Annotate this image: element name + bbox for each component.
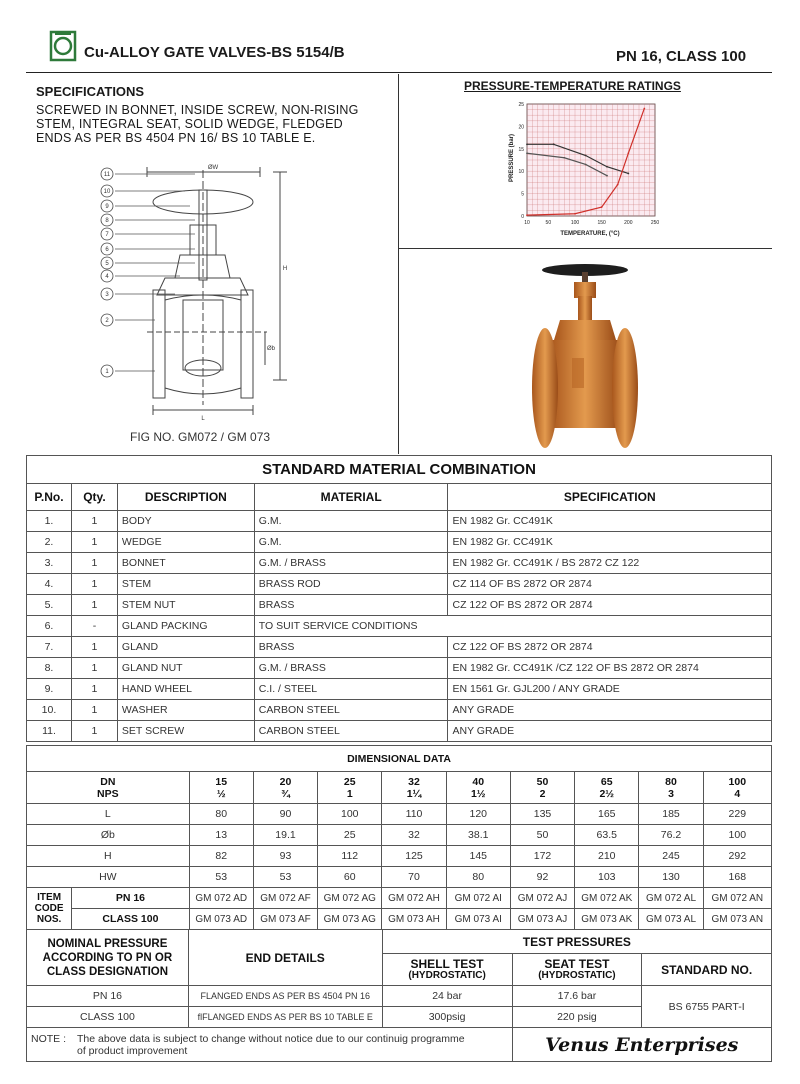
table-cell: 135 bbox=[510, 804, 574, 825]
divider bbox=[26, 72, 772, 73]
table-cell: 185 bbox=[639, 804, 703, 825]
shell-cell: 24 bar bbox=[382, 986, 512, 1007]
pt-chart-point bbox=[526, 214, 528, 216]
table-cell: BRASS bbox=[254, 595, 448, 616]
code-class-label: PN 16 bbox=[72, 888, 189, 909]
note-label: NOTE : bbox=[31, 1032, 67, 1045]
col-header: P.No. bbox=[27, 484, 72, 511]
company-signature: Venus Enterprises bbox=[512, 1028, 771, 1062]
pt-chart-point bbox=[627, 173, 629, 175]
pt-chart-point bbox=[585, 164, 587, 166]
item-code-cell: GM 072 AN bbox=[703, 888, 771, 909]
divider bbox=[398, 74, 399, 454]
table-cell: G.M. / BRASS bbox=[254, 658, 448, 679]
table-cell: 172 bbox=[510, 846, 574, 867]
pt-chart-x-tick: 250 bbox=[650, 220, 660, 226]
table-cell: 2. bbox=[27, 532, 72, 553]
nominal-header bbox=[27, 930, 189, 986]
dn-value: 15 bbox=[215, 775, 228, 788]
dim-label-hw: ØW bbox=[207, 165, 219, 171]
seat-test-sub: (HYDROSTATIC) bbox=[538, 969, 616, 981]
specs-text bbox=[36, 103, 359, 145]
dim-label-l: L bbox=[201, 416, 205, 422]
shell-cell: 300psig bbox=[382, 1007, 512, 1028]
specs-heading: SPECIFICATIONS bbox=[36, 84, 145, 99]
shell-test-sub: (HYDROSTATIC) bbox=[408, 969, 486, 981]
item-code-cell: GM 073 AI bbox=[446, 909, 510, 930]
table-cell: ANY GRADE bbox=[448, 700, 772, 721]
dn-value: 32 bbox=[408, 775, 420, 788]
nominal-cell: CLASS 100 bbox=[27, 1007, 189, 1028]
table-cell: CZ 122 OF BS 2872 OR 2874 bbox=[448, 595, 772, 616]
item-code-cell: GM 073 AG bbox=[318, 909, 382, 930]
item-code-cell: GM 072 AH bbox=[382, 888, 446, 909]
table-cell: 1 bbox=[71, 658, 117, 679]
specs-line: ENDS AS PER BS 4504 PN 16/ BS 10 TABLE E. bbox=[36, 131, 316, 145]
table-cell: 1 bbox=[71, 679, 117, 700]
table-cell: 60 bbox=[318, 867, 382, 888]
callout-label: 1 bbox=[105, 369, 109, 375]
table-cell: 100 bbox=[703, 825, 771, 846]
table-cell: 145 bbox=[446, 846, 510, 867]
size-cell bbox=[382, 772, 446, 804]
table-row bbox=[27, 804, 772, 825]
standard-cell: BS 6755 PART-I bbox=[642, 986, 772, 1028]
table-cell: SET SCREW bbox=[117, 721, 254, 742]
table-cell: 38.1 bbox=[446, 825, 510, 846]
callout-label: 8 bbox=[105, 218, 109, 224]
col-header: SPECIFICATION bbox=[448, 484, 772, 511]
figure-caption: FIG NO. GM072 / GM 073 bbox=[130, 430, 271, 444]
table-row bbox=[27, 574, 772, 595]
table-cell: 53 bbox=[189, 867, 253, 888]
row-label: H bbox=[27, 846, 190, 867]
size-cell bbox=[189, 772, 253, 804]
note-cell bbox=[27, 1028, 513, 1062]
item-code-label bbox=[27, 888, 72, 930]
table-row bbox=[27, 616, 772, 637]
item-code-cell: GM 072 AG bbox=[318, 888, 382, 909]
table-cell: GLAND NUT bbox=[117, 658, 254, 679]
specs-line: STEM, INTEGRAL SEAT, SOLID WEDGE, FLEDGED bbox=[36, 117, 343, 131]
pt-chart-point bbox=[606, 166, 608, 168]
table-cell: 1 bbox=[71, 574, 117, 595]
table-row bbox=[27, 658, 772, 679]
table-cell: 245 bbox=[639, 846, 703, 867]
pt-chart-point bbox=[617, 184, 619, 186]
table-cell: G.M. / BRASS bbox=[254, 553, 448, 574]
dn-label: DN bbox=[100, 775, 116, 788]
seat-test-title: SEAT TEST bbox=[544, 956, 610, 971]
pt-chart-x-tick: 10 bbox=[524, 220, 530, 226]
pt-chart-point bbox=[553, 143, 555, 145]
nominal-header-line: CLASS DESIGNATION bbox=[46, 965, 169, 978]
size-cell bbox=[703, 772, 771, 804]
dn-value: 80 bbox=[665, 775, 677, 788]
table-cell: 50 bbox=[510, 825, 574, 846]
table-cell: 229 bbox=[703, 804, 771, 825]
nps-value: 1¼ bbox=[406, 787, 422, 800]
table-cell: 112 bbox=[318, 846, 382, 867]
dn-value: 50 bbox=[536, 775, 549, 788]
table-row bbox=[27, 846, 772, 867]
table-cell: 1 bbox=[71, 532, 117, 553]
pt-chart-x-tick: 100 bbox=[570, 220, 580, 226]
pt-chart-point bbox=[606, 175, 608, 177]
size-cell bbox=[575, 772, 639, 804]
pt-chart-point bbox=[563, 157, 565, 159]
callout-label: 11 bbox=[103, 172, 111, 178]
valve-logo-icon bbox=[48, 30, 78, 62]
dn-value: 40 bbox=[472, 775, 485, 788]
nps-value: 2½ bbox=[599, 787, 615, 800]
table-cell: 165 bbox=[575, 804, 639, 825]
pt-chart-ylabel: PRESSURE (bar) bbox=[509, 133, 515, 183]
table-cell: CARBON STEEL bbox=[254, 700, 448, 721]
table-cell: 4. bbox=[27, 574, 72, 595]
item-code-cell: GM 073 AD bbox=[189, 909, 253, 930]
item-code-label-line: ITEM bbox=[37, 892, 62, 903]
table-row bbox=[27, 553, 772, 574]
table-cell: 110 bbox=[382, 804, 446, 825]
item-code-cell: GM 073 AJ bbox=[510, 909, 574, 930]
size-cell bbox=[446, 772, 510, 804]
table-cell: BRASS ROD bbox=[254, 574, 448, 595]
callout-label: 6 bbox=[105, 247, 109, 253]
table-row bbox=[27, 721, 772, 742]
table-cell: 1 bbox=[71, 511, 117, 532]
table-cell: ANY GRADE bbox=[448, 721, 772, 742]
company-logo bbox=[48, 30, 78, 62]
table-cell: G.M. bbox=[254, 511, 448, 532]
callout-label: 2 bbox=[105, 318, 109, 324]
table-cell: STEM bbox=[117, 574, 254, 595]
note-text: The above data is subject to change without notice due to our continuig programme bbox=[77, 1032, 465, 1045]
table-cell: 80 bbox=[189, 804, 253, 825]
table-cell: 32 bbox=[382, 825, 446, 846]
table-cell: 292 bbox=[703, 846, 771, 867]
table-row bbox=[27, 888, 772, 909]
col-header: DESCRIPTION bbox=[117, 484, 254, 511]
table-cell: 168 bbox=[703, 867, 771, 888]
nps-value: ¾ bbox=[281, 787, 290, 800]
pt-chart-x-tick: 150 bbox=[597, 220, 606, 226]
pt-chart-y-tick: 10 bbox=[518, 169, 524, 176]
dn-value: 65 bbox=[600, 775, 613, 788]
table-cell: EN 1561 Gr. GJL200 / ANY GRADE bbox=[448, 679, 772, 700]
end-detail-cell: FLANGED ENDS AS PER BS 4504 PN 16 bbox=[188, 986, 382, 1007]
table-cell: 1. bbox=[27, 511, 72, 532]
dn-nps-row bbox=[27, 772, 772, 804]
table-cell: 6. bbox=[27, 616, 72, 637]
dn-value: 20 bbox=[279, 775, 292, 788]
pt-chart bbox=[505, 98, 665, 238]
table-cell: WEDGE bbox=[117, 532, 254, 553]
pt-chart-point bbox=[627, 152, 629, 154]
dn-value: 25 bbox=[343, 775, 356, 788]
pt-chart-x-tick: 50 bbox=[545, 220, 552, 226]
table-cell: BODY bbox=[117, 511, 254, 532]
item-code-cell: GM 073 AN bbox=[703, 909, 771, 930]
item-code-cell: GM 072 AL bbox=[639, 888, 703, 909]
table-cell: GLAND bbox=[117, 637, 254, 658]
end-details-header: END DETAILS bbox=[188, 930, 382, 986]
item-code-cell: GM 073 AK bbox=[575, 909, 639, 930]
item-code-cell: GM 072 AD bbox=[189, 888, 253, 909]
pressure-class: PN 16, CLASS 100 bbox=[616, 48, 747, 65]
table-cell: C.I. / STEEL bbox=[254, 679, 448, 700]
nps-value: 3 bbox=[668, 787, 674, 800]
standard-header: STANDARD NO. bbox=[642, 954, 772, 986]
table-cell: CZ 114 OF BS 2872 OR 2874 bbox=[448, 574, 772, 595]
table-cell: TO SUIT SERVICE CONDITIONS bbox=[254, 616, 771, 637]
seat-cell: 17.6 bar bbox=[512, 986, 642, 1007]
table-cell: WASHER bbox=[117, 700, 254, 721]
row-label: Øb bbox=[27, 825, 190, 846]
specs-line: SCREWED IN BONNET, INSIDE SCREW, NON-RISING bbox=[36, 103, 359, 117]
table-row bbox=[27, 637, 772, 658]
dn-value: 100 bbox=[728, 775, 747, 788]
valve-photo bbox=[530, 258, 640, 453]
nominal-cell: PN 16 bbox=[27, 986, 189, 1007]
table-cell: STEM NUT bbox=[117, 595, 254, 616]
nominal-header-line: NOMINAL PRESSURE bbox=[47, 937, 168, 950]
table-cell: 5. bbox=[27, 595, 72, 616]
table-cell: EN 1982 Gr. CC491K bbox=[448, 532, 772, 553]
table-cell: 3. bbox=[27, 553, 72, 574]
table-cell: 90 bbox=[253, 804, 317, 825]
table-cell: 13 bbox=[189, 825, 253, 846]
table-cell: 210 bbox=[575, 846, 639, 867]
table-cell: 70 bbox=[382, 867, 446, 888]
table-row bbox=[27, 679, 772, 700]
table-cell: CARBON STEEL bbox=[254, 721, 448, 742]
callout-label: 4 bbox=[105, 274, 109, 280]
table-cell: 53 bbox=[253, 867, 317, 888]
table-cell: 7. bbox=[27, 637, 72, 658]
table-cell: 76.2 bbox=[639, 825, 703, 846]
table-cell: 63.5 bbox=[575, 825, 639, 846]
table-row bbox=[27, 909, 772, 930]
callout-label: 10 bbox=[103, 189, 111, 195]
table-cell: 10. bbox=[27, 700, 72, 721]
item-code-cell: GM 072 AI bbox=[446, 888, 510, 909]
dim-label-h: H bbox=[282, 266, 288, 272]
item-code-cell: GM 072 AF bbox=[253, 888, 317, 909]
dn-nps-label bbox=[27, 772, 190, 804]
nps-label: NPS bbox=[97, 787, 119, 800]
row-label: HW bbox=[27, 867, 190, 888]
pt-chart-y-tick: 5 bbox=[521, 191, 524, 198]
table-cell: EN 1982 Gr. CC491K / BS 2872 CZ 122 bbox=[448, 553, 772, 574]
pt-chart-heading: PRESSURE-TEMPERATURE RATINGS bbox=[464, 79, 681, 93]
nominal-header-line: ACCORDING TO PN OR bbox=[42, 951, 173, 964]
dimensional-table bbox=[26, 745, 772, 930]
table-row bbox=[27, 511, 772, 532]
table-cell: 1 bbox=[71, 637, 117, 658]
table-cell: 9. bbox=[27, 679, 72, 700]
table-cell: 25 bbox=[318, 825, 382, 846]
table-cell: 80 bbox=[446, 867, 510, 888]
pt-chart-x-tick: 200 bbox=[624, 220, 633, 226]
divider bbox=[398, 248, 772, 249]
nps-value: 2 bbox=[539, 787, 546, 800]
page-title: Cu-ALLOY GATE VALVES-BS 5154/B bbox=[84, 44, 345, 61]
pt-chart-point bbox=[526, 143, 528, 145]
material-heading: STANDARD MATERIAL COMBINATION bbox=[27, 456, 772, 484]
table-cell: 11. bbox=[27, 721, 72, 742]
table-cell: 100 bbox=[318, 804, 382, 825]
item-code-label-line: CODE bbox=[34, 903, 64, 914]
table-row bbox=[27, 867, 772, 888]
item-code-cell: GM 073 AL bbox=[639, 909, 703, 930]
nps-value: ½ bbox=[216, 787, 226, 800]
pt-chart-point bbox=[601, 206, 603, 208]
table-cell: 92 bbox=[510, 867, 574, 888]
nps-value: 4 bbox=[734, 787, 741, 800]
table-cell: G.M. bbox=[254, 532, 448, 553]
size-cell bbox=[253, 772, 317, 804]
pt-chart-point bbox=[585, 155, 587, 157]
table-cell: 93 bbox=[253, 846, 317, 867]
item-code-cell: GM 072 AJ bbox=[510, 888, 574, 909]
table-row bbox=[27, 532, 772, 553]
seat-test-header bbox=[512, 954, 642, 986]
table-cell: 1 bbox=[71, 721, 117, 742]
col-header: Qty. bbox=[71, 484, 117, 511]
test-pressure-table bbox=[26, 929, 772, 1062]
item-code-cell: GM 073 AF bbox=[253, 909, 317, 930]
note-text: of product improvement bbox=[77, 1044, 188, 1057]
item-code-label-line: NOS. bbox=[36, 914, 62, 925]
dim-label-b: Øb bbox=[266, 346, 276, 352]
table-row bbox=[27, 700, 772, 721]
callout-label: 5 bbox=[105, 261, 109, 267]
item-code-cell: GM 072 AK bbox=[575, 888, 639, 909]
table-cell: EN 1982 Gr. CC491K /CZ 122 OF BS 2872 OR 2874 bbox=[448, 658, 772, 679]
table-cell: 120 bbox=[446, 804, 510, 825]
table-cell: 1 bbox=[71, 553, 117, 574]
nps-value: 1 bbox=[346, 787, 353, 800]
size-cell bbox=[639, 772, 703, 804]
pt-chart-y-tick: 15 bbox=[518, 146, 524, 153]
seat-cell: 220 psig bbox=[512, 1007, 642, 1028]
test-pressures-header: TEST PRESSURES bbox=[382, 930, 771, 954]
row-label: L bbox=[27, 804, 190, 825]
table-cell: 1 bbox=[71, 595, 117, 616]
code-class-label: CLASS 100 bbox=[72, 909, 189, 930]
valve-section-drawing bbox=[95, 160, 295, 425]
table-cell: 1 bbox=[71, 700, 117, 721]
col-header: MATERIAL bbox=[254, 484, 448, 511]
table-cell: - bbox=[71, 616, 117, 637]
pt-chart-y-tick: 0 bbox=[521, 214, 524, 220]
shell-test-header bbox=[382, 954, 512, 986]
table-cell: HAND WHEEL bbox=[117, 679, 254, 700]
callout-label: 7 bbox=[105, 232, 109, 238]
callout-label: 3 bbox=[105, 292, 109, 298]
table-row bbox=[27, 825, 772, 846]
pt-chart-y-tick: 25 bbox=[518, 102, 524, 108]
pt-chart-xlabel: TEMPERATURE, (°C) bbox=[560, 231, 620, 237]
size-cell bbox=[318, 772, 382, 804]
table-cell: 82 bbox=[189, 846, 253, 867]
pt-chart-point bbox=[526, 152, 528, 154]
pt-chart-point bbox=[574, 213, 576, 215]
table-cell: 8. bbox=[27, 658, 72, 679]
table-cell: GLAND PACKING bbox=[117, 616, 254, 637]
size-cell bbox=[510, 772, 574, 804]
callout-label: 9 bbox=[105, 204, 109, 210]
table-cell: CZ 122 OF BS 2872 OR 2874 bbox=[448, 637, 772, 658]
material-table bbox=[26, 455, 772, 742]
table-cell: BONNET bbox=[117, 553, 254, 574]
table-cell: 125 bbox=[382, 846, 446, 867]
table-cell: BRASS bbox=[254, 637, 448, 658]
item-code-cell: GM 073 AH bbox=[382, 909, 446, 930]
table-row bbox=[27, 595, 772, 616]
table-cell: EN 1982 Gr. CC491K bbox=[448, 511, 772, 532]
shell-test-title: SHELL TEST bbox=[410, 956, 484, 971]
table-cell: 103 bbox=[575, 867, 639, 888]
pt-chart-point bbox=[643, 108, 645, 110]
table-cell: 19.1 bbox=[253, 825, 317, 846]
pt-chart-y-tick: 20 bbox=[518, 124, 524, 131]
end-detail-cell: flFLANGED ENDS AS PER BS 10 TABLE E bbox=[188, 1007, 382, 1028]
nps-value: 1½ bbox=[470, 787, 486, 800]
dimensional-heading: DIMENSIONAL DATA bbox=[27, 746, 772, 772]
table-cell: 130 bbox=[639, 867, 703, 888]
